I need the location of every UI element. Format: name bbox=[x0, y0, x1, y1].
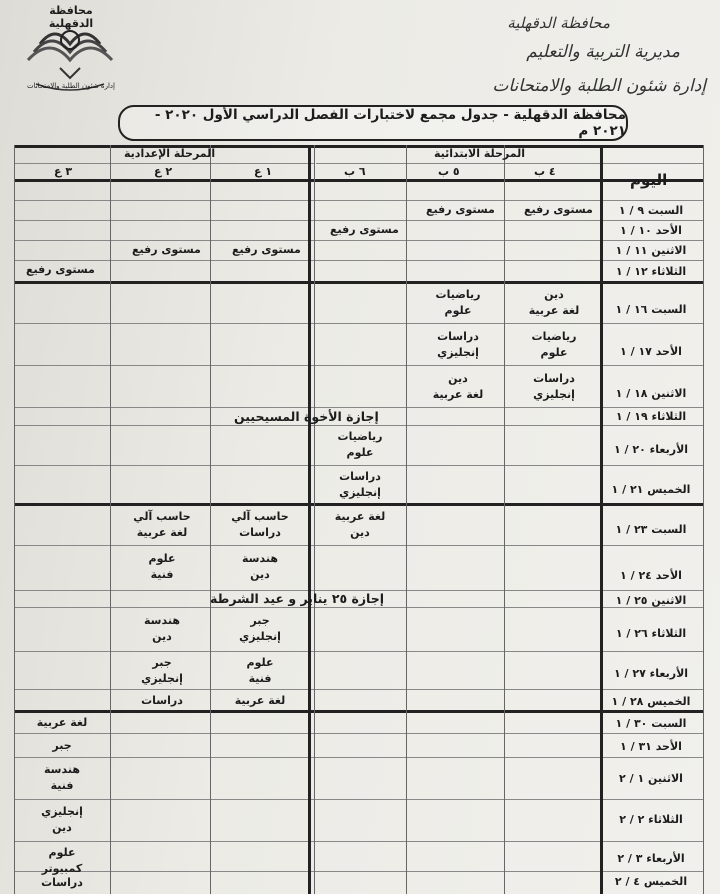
handwritten-administration: إدارة شئون الطلبة والامتحانات bbox=[492, 76, 706, 96]
column-grade5: ٥ ب bbox=[438, 165, 460, 178]
day-row-label: الاثنين ١ / ٢ bbox=[619, 772, 683, 785]
subject-cell: حاسب آلي لغة عربية bbox=[133, 510, 191, 539]
day-row-label: الاثنين ١٨ / ١ bbox=[615, 387, 687, 400]
subject-cell: دراسات إنجليزي bbox=[533, 372, 575, 401]
subject-cell: رياضيات علوم bbox=[337, 430, 383, 459]
day-row-label: الأربعاء ٣ / ٢ bbox=[617, 852, 685, 865]
day-row-label: الخميس ٤ / ٢ bbox=[614, 875, 688, 888]
subject-cell: دراسات إنجليزي bbox=[437, 330, 479, 359]
subject-cell: دين لغة عربية bbox=[432, 372, 484, 401]
column-day: اليوم bbox=[630, 171, 668, 189]
subject-cell: جبر إنجليزي bbox=[141, 656, 183, 685]
subject-cell: جبر إنجليزي bbox=[239, 614, 281, 643]
subject-cell: جبر bbox=[52, 739, 72, 752]
subject-cell: علوم فنية bbox=[148, 552, 176, 581]
level-test-cell: مستوى رفيع bbox=[26, 263, 95, 276]
subject-cell: هندسة دين bbox=[144, 614, 180, 643]
subject-cell: إنجليزي دين bbox=[41, 805, 83, 834]
logo-title: محافظة الدقهلية bbox=[48, 4, 94, 30]
logo-subtitle: إدارة شئون الطلبة والامتحانات bbox=[27, 82, 115, 90]
day-row-label: السبت ١٦ / ١ bbox=[615, 303, 687, 316]
day-row-label: الثلاثاء ٢ / ٢ bbox=[619, 813, 683, 826]
day-row-label: الخميس ٢٨ / ١ bbox=[611, 695, 691, 708]
subject-cell: علوم فنية bbox=[246, 656, 274, 685]
column-prep2: ٢ ع bbox=[154, 165, 173, 178]
holiday-jan25: إجازة ٢٥ يناير و عيد الشرطة bbox=[210, 591, 385, 606]
day-row-label: الاثنين ١١ / ١ bbox=[615, 244, 687, 257]
subject-cell: دراسات bbox=[41, 876, 83, 889]
day-row-label: الخميس ٢١ / ١ bbox=[611, 483, 691, 496]
subject-cell: حاسب آلي دراسات bbox=[231, 510, 289, 539]
day-row-label: الاثنين ٢٥ / ١ bbox=[615, 594, 687, 607]
level-test-cell: مستوى رفيع bbox=[330, 223, 399, 236]
day-row-label: الأحد ١٠ / ١ bbox=[620, 224, 682, 237]
level-test-cell: مستوى رفيع bbox=[232, 243, 301, 256]
day-row-label: الأحد ٣١ / ١ bbox=[620, 740, 682, 753]
subject-cell: لغة عربية دين bbox=[334, 510, 386, 539]
page-title: محافظة الدقهلية - جدول مجمع لاختبارات الفصل الدراسي الأول ٢٠٢٠ - ٢٠٢١ م bbox=[118, 105, 628, 141]
day-row-label: الثلاثاء ٢٦ / ١ bbox=[615, 627, 687, 640]
day-row-label: الأربعاء ٢٠ / ١ bbox=[613, 443, 689, 456]
subject-cell: دراسات إنجليزي bbox=[339, 470, 381, 499]
day-row-label: الثلاثاء ١٢ / ١ bbox=[615, 265, 687, 278]
handwritten-governorate: محافظة الدقهلية bbox=[507, 14, 610, 32]
subject-cell: هندسة فنية bbox=[44, 763, 80, 792]
handwritten-directorate: مديرية التربية والتعليم bbox=[526, 42, 680, 62]
column-grade4: ٤ ب bbox=[534, 165, 556, 178]
subject-cell: لغة عربية bbox=[234, 694, 286, 707]
level-test-cell: مستوى رفيع bbox=[426, 203, 495, 216]
day-row-label: الأحد ٢٤ / ١ bbox=[620, 569, 682, 582]
prep-stage-header: المرحلة الإعدادية bbox=[124, 147, 216, 160]
subject-cell: هندسة دين bbox=[242, 552, 278, 581]
column-prep1: ١ ع bbox=[254, 165, 273, 178]
day-row-label: السبت ٩ / ١ bbox=[618, 204, 684, 217]
day-row-label: الأحد ١٧ / ١ bbox=[620, 345, 682, 358]
day-row-label: السبت ٢٣ / ١ bbox=[615, 523, 687, 536]
schedule-table bbox=[14, 145, 704, 894]
holiday-christians: إجازة الأخوة المسيحيين bbox=[234, 409, 379, 424]
level-test-cell: مستوى رفيع bbox=[132, 243, 201, 256]
day-row-label: الثلاثاء ١٩ / ١ bbox=[615, 410, 687, 423]
subject-cell: رياضيات علوم bbox=[531, 330, 577, 359]
column-prep3: ٣ ع bbox=[54, 165, 73, 178]
primary-stage-header: المرحلة الابتدائية bbox=[434, 147, 526, 160]
subject-cell: دين لغة عربية bbox=[528, 288, 580, 317]
subject-cell: لغة عربية bbox=[36, 716, 88, 729]
subject-cell: رياضيات علوم bbox=[435, 288, 481, 317]
day-row-label: السبت ٣٠ / ١ bbox=[615, 717, 687, 730]
subject-cell: دراسات bbox=[141, 694, 183, 707]
level-test-cell: مستوى رفيع bbox=[524, 203, 593, 216]
subject-cell: علوم كمبيوتر bbox=[41, 846, 83, 875]
column-grade6: ٦ ب bbox=[344, 165, 366, 178]
day-row-label: الأربعاء ٢٧ / ١ bbox=[613, 667, 689, 680]
